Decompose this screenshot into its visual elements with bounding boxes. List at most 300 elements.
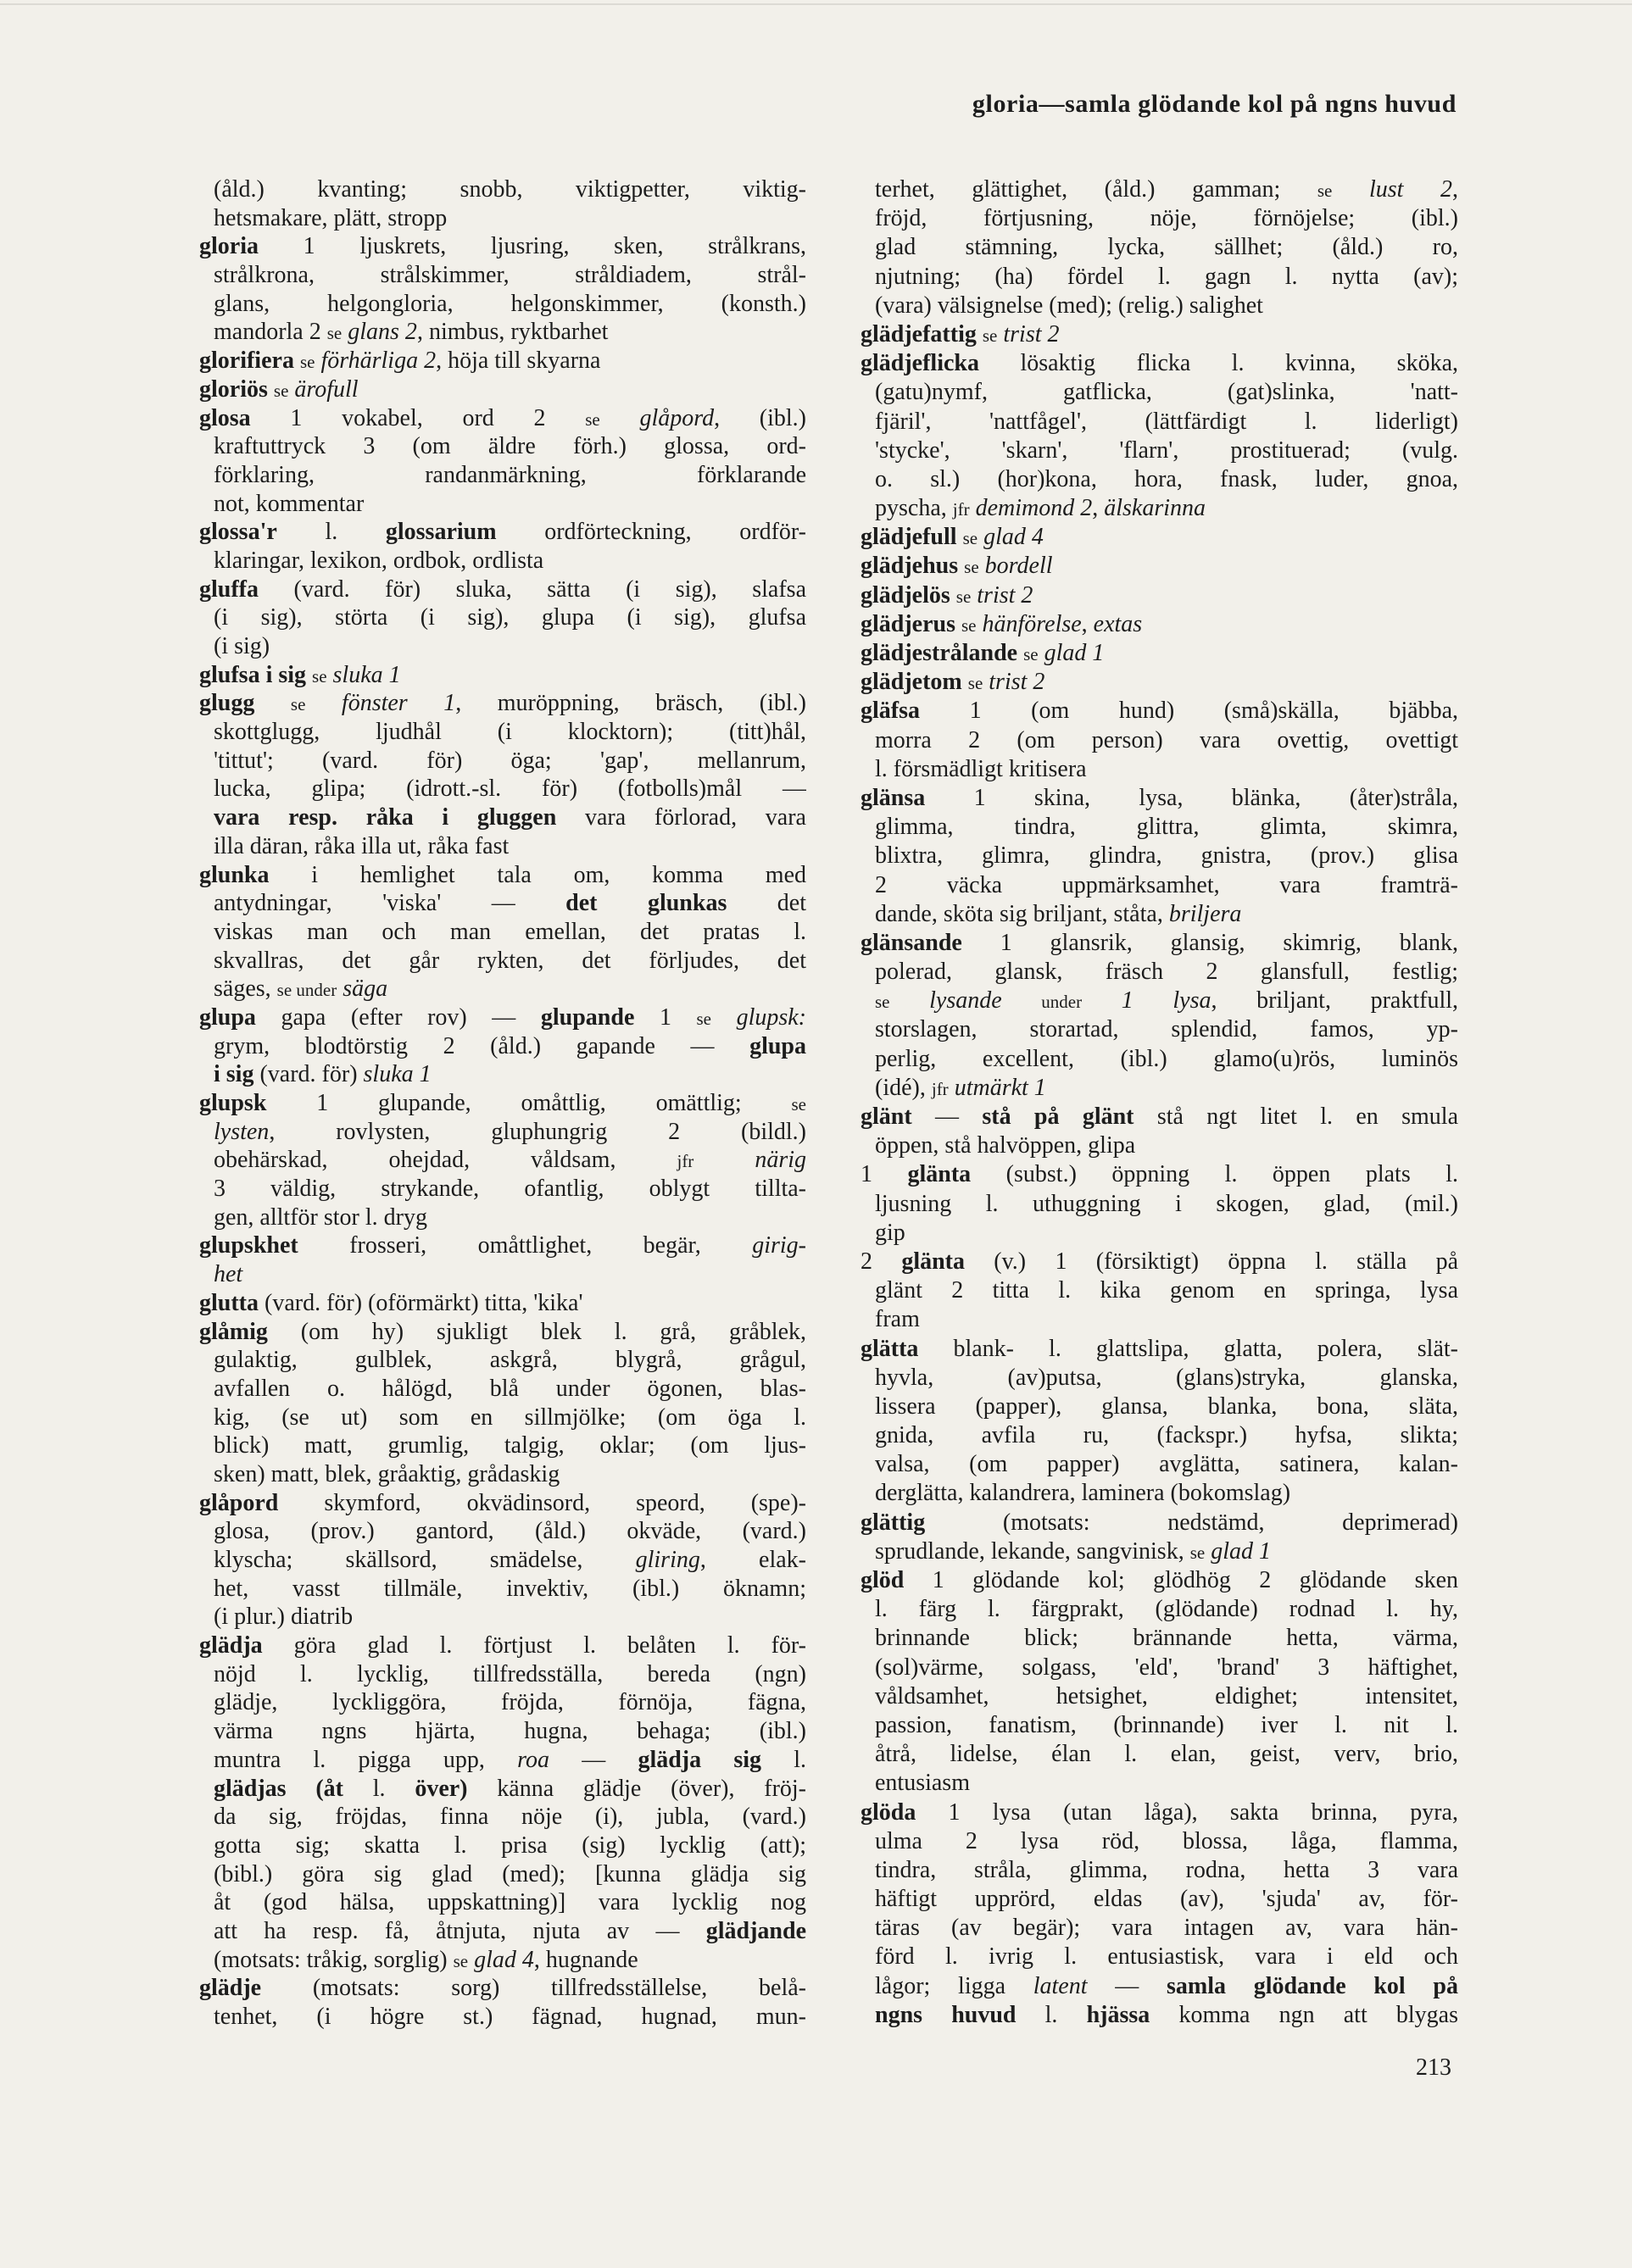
definition-text: 1 ljuskrets, ljusring, sken, strålkrans,: [259, 233, 806, 260]
entry-line: [861, 1160, 1458, 1189]
definition-text: glans, helgongloria, helgonskimmer, (konsth.): [214, 290, 806, 317]
dictionary-entry: [199, 1231, 806, 1288]
definition-text: klyscha; skällsord, smädelse,: [214, 1547, 636, 1573]
reference-marker: under: [1041, 992, 1083, 1013]
definition-text: sken) matt, blek, gråaktig, grådaskig: [214, 1460, 560, 1487]
definition-text: o. sl.) (hor)kona, hora, fnask, luder, gnoa,: [875, 465, 1458, 492]
cross-reference: sluka 1: [363, 1061, 432, 1088]
dictionary-entry: [861, 320, 1458, 349]
entry-line: [861, 1856, 1458, 1885]
cross-reference: utmärkt 1: [954, 1074, 1046, 1101]
entry-line: [861, 1943, 1458, 1971]
entry-line: [861, 1305, 1458, 1334]
entry-line: [199, 518, 806, 547]
dictionary-entry: [861, 1248, 1458, 1335]
definition-text: blank- l. glattslipa, glatta, polera, slät-: [918, 1335, 1458, 1362]
definition-text: täras (av begär); vara intagen av, vara hän-: [875, 1915, 1458, 1942]
scan-edge: [0, 3, 1632, 5]
definition-text: (om hy) sjukligt blek l. grå, gråblek,: [267, 1318, 806, 1345]
entry-line: [861, 1769, 1458, 1798]
entry-line: [861, 755, 1458, 784]
reference-marker: se: [290, 694, 306, 715]
definition-text: ordförteckning, ordför-: [496, 519, 806, 546]
entry-line: [861, 1364, 1458, 1392]
dictionary-entry: [861, 1160, 1458, 1248]
headword: glänsa: [861, 784, 926, 811]
page-number: 213: [1416, 2054, 1451, 2081]
reference-marker: se: [273, 380, 289, 401]
definition-text: [268, 376, 274, 403]
headword: glupskhet: [199, 1232, 298, 1259]
bold-phrase: glädjas (åt: [214, 1775, 343, 1802]
headword: glupsk: [199, 1090, 267, 1116]
definition-text: förklaring, randanmärkning, förklarande: [214, 461, 806, 488]
bold-phrase: hjässa: [1086, 2001, 1150, 2028]
definition-text: hyvla, (av)putsa, (glans)stryka, glanska,: [875, 1364, 1458, 1391]
definition-text: [957, 524, 963, 550]
definition-text: våldsamhet, hetsighet, eldighet; intensitet,: [875, 1682, 1458, 1709]
definition-text: glosa, (prov.) gantord, (åld.) okväde, (vard.): [214, 1518, 806, 1545]
definition-text: valsa, (om papper) avglätta, satinera, kalan-: [875, 1451, 1458, 1478]
cross-reference: lysande: [929, 987, 1002, 1014]
definition-text: strålkrona, strålskimmer, stråldiadem, strål-: [214, 262, 806, 289]
definition-text: skvallras, det går rykten, det förljudes, det: [214, 947, 806, 974]
entry-line: [861, 1190, 1458, 1219]
entry-line: [861, 1537, 1458, 1566]
entry-line: [199, 1632, 806, 1660]
definition-text: brinnande blick; brännande hetta, värma,: [875, 1625, 1458, 1652]
definition-text: [693, 1147, 755, 1173]
entry-line: [199, 1146, 806, 1175]
definition-text: 1 vokabel, ord 2: [250, 404, 586, 431]
headword: glädjeflicka: [861, 350, 979, 377]
dictionary-entry: [199, 375, 806, 404]
entry-line: [861, 1682, 1458, 1711]
entry-line: [861, 408, 1458, 436]
bold-phrase: vara resp. råka i gluggen: [214, 804, 557, 831]
entry-line: [199, 1832, 806, 1860]
definition-text: pyscha,: [875, 495, 953, 522]
definition-text: (i sig): [214, 633, 270, 659]
cross-reference: gliring: [635, 1547, 700, 1573]
headword: glädjestrålande: [861, 640, 1018, 666]
bold-phrase: stå på glänt: [982, 1103, 1134, 1130]
headword: gloria: [199, 233, 259, 260]
definition-text: lissera (papper), glansa, blanka, bona, släta,: [875, 1392, 1458, 1420]
entry-line: [199, 889, 806, 918]
definition-text: dande, sköta sig briljant, ståta,: [875, 900, 1169, 927]
bold-phrase: det glunkas: [565, 890, 727, 917]
definition-text: fjäril', 'nattfågel', (lättfärdigt l. liderligt): [875, 408, 1458, 435]
dictionary-entry: [861, 581, 1458, 610]
reference-marker: jfr: [931, 1078, 949, 1099]
entry-line: [861, 639, 1458, 668]
definition-text: l.: [343, 1775, 415, 1802]
definition-text: [977, 321, 983, 347]
entry-line: [861, 1045, 1458, 1074]
cross-reference: briljera: [1168, 900, 1242, 927]
entry-line: [861, 1914, 1458, 1943]
cross-reference: glans 2: [348, 319, 417, 346]
definition-text: nöjd l. lycklig, tillfredsställa, bereda (ngn): [214, 1660, 806, 1687]
dictionary-entry: [199, 1089, 806, 1231]
entry-line: [199, 1460, 806, 1489]
definition-text: sprudlande, lekande, sangvinisk,: [875, 1537, 1190, 1565]
definition-text: 'stycke', 'skarn', 'flarn', prostituerad; (vulg.: [875, 436, 1458, 464]
entry-line: [861, 1624, 1458, 1653]
entry-line: [861, 1074, 1458, 1103]
entry-line: [861, 1509, 1458, 1537]
entry-line: [199, 1375, 806, 1404]
definition-text: perlig, excellent, (ibl.) glamo(u)rös, luminös: [875, 1045, 1458, 1072]
reference-marker: se: [955, 586, 972, 607]
cross-reference: glupsk:: [736, 1003, 806, 1031]
headword: glupa: [199, 1003, 256, 1031]
reference-marker: se: [1023, 644, 1039, 664]
definition-text: [962, 669, 968, 695]
entry-line: [861, 610, 1458, 639]
dictionary-entry: [861, 639, 1458, 668]
cross-reference: bordell: [984, 553, 1053, 580]
left-column: [199, 175, 806, 2032]
definition-text: [979, 553, 985, 579]
entry-line: [861, 1711, 1458, 1740]
definition-text: [600, 405, 640, 431]
definition-text: glimma, tindra, glittra, glimta, skimra,: [875, 814, 1458, 841]
entry-line: [861, 1885, 1458, 1914]
reference-marker: se: [961, 614, 977, 636]
definition-text: skottglugg, ljudhål (i klocktorn); (titt)hål,: [214, 719, 806, 746]
headword: glädjefattig: [861, 320, 977, 347]
definition-text: ,: [1452, 176, 1458, 203]
entry-line: [861, 320, 1458, 349]
definition-text: (vara) välsignelse (med); (relig.) salighet: [875, 292, 1263, 319]
entry-line: [861, 726, 1458, 755]
definition-text: (i plur.) diatrib: [214, 1604, 354, 1631]
definition-text: obehärskad, ohejdad, våldsam,: [214, 1147, 677, 1174]
definition-text: 1: [634, 1003, 697, 1031]
entry-line: [861, 784, 1458, 813]
entry-line: [861, 233, 1458, 262]
entry-line: [199, 689, 806, 718]
reference-marker: se: [964, 557, 979, 578]
definition-text: muntra l. pigga upp,: [214, 1746, 518, 1773]
definition-text: vara förlorad, vara: [556, 804, 806, 831]
entry-line: [199, 1203, 806, 1232]
entry-line: [199, 661, 806, 690]
dictionary-entry: [861, 929, 1458, 1103]
definition-text: göra glad l. förtjust l. belåten l. för-: [262, 1632, 806, 1659]
bold-phrase: ngns huvud: [875, 2001, 1017, 2028]
definition-text: (motsats: nedstämd, deprimerad): [925, 1509, 1458, 1536]
headword: gluffa: [199, 575, 259, 603]
reference-marker: se: [453, 1950, 469, 1971]
cross-reference: latent: [1033, 1972, 1088, 1999]
definition-text: entusiasm: [875, 1770, 970, 1797]
definition-text: (motsats: sorg) tillfredsställelse, belå-: [261, 1975, 806, 2002]
cross-reference: sluka 1: [332, 661, 401, 688]
entry-line: [199, 1946, 806, 1975]
headword: glöd: [861, 1567, 905, 1593]
dictionary-entry: [861, 1103, 1458, 1160]
definition-text: känna glädje (över), fröj-: [467, 1775, 806, 1802]
entry-line: [199, 1803, 806, 1832]
definition-text: —: [1087, 1972, 1167, 1999]
definition-text: storslagen, storartad, splendid, famos, yp-: [875, 1016, 1458, 1043]
definition-text: terhet, glättighet, (åld.) gamman;: [875, 176, 1317, 203]
running-head: gloria—samla glödande kol på ngns huvud: [972, 90, 1457, 118]
reference-marker: se: [1317, 181, 1333, 201]
reference-marker: jfr: [677, 1151, 694, 1172]
bold-phrase: i sig: [214, 1061, 254, 1088]
entry-line: [861, 1248, 1458, 1276]
headword: glänt: [861, 1103, 912, 1130]
entry-line: [199, 747, 806, 775]
cross-reference: hänförelse: [982, 610, 1082, 637]
entry-line: [861, 842, 1458, 870]
entry-line: [199, 1346, 806, 1375]
definition-text: 1 glansrik, glansig, skimrig, blank,: [961, 929, 1458, 956]
headword: glättig: [861, 1509, 926, 1536]
entry-line: [861, 494, 1458, 523]
entry-line: [199, 261, 806, 290]
entry-line: [861, 697, 1458, 725]
definition-text: , hugnande: [533, 1946, 638, 1973]
entry-line: [861, 2001, 1458, 2030]
entry-line: [199, 1089, 806, 1118]
definition-text: förd l. ivrig l. entusiastisk, vara i eld och: [875, 1943, 1458, 1971]
definition-text: 2: [861, 1248, 902, 1275]
definition-text: [306, 662, 312, 688]
dictionary-entry: [861, 784, 1458, 929]
bold-phrase: glädjande: [705, 1917, 806, 1944]
dictionary-entry: [199, 404, 806, 519]
dictionary-entry: [199, 518, 806, 575]
entry-line: [199, 1688, 806, 1717]
entry-line: [861, 523, 1458, 552]
dictionary-entry: [861, 668, 1458, 697]
reference-marker: se: [791, 1094, 806, 1115]
cross-reference: fönster 1: [341, 690, 456, 717]
definition-text: l.: [276, 519, 386, 546]
definition-text: (bibl.) göra sig glad (med); [kunna glädja sig: [214, 1860, 806, 1887]
definition-text: (sol)värme, solgass, 'eld', 'brand' 3 häftighet,: [875, 1654, 1458, 1681]
cross-reference: glad 1: [1044, 640, 1105, 666]
entry-line: [861, 204, 1458, 233]
headword: glorifiera: [199, 347, 294, 375]
entry-line: [861, 1972, 1458, 2001]
entry-line: [199, 461, 806, 490]
cross-reference: glad 4: [474, 1946, 534, 1973]
entry-line: [199, 1318, 806, 1347]
entry-line: [861, 1103, 1458, 1131]
definition-text: mandorla 2: [214, 319, 327, 346]
headword: glossa'r: [199, 519, 277, 546]
entry-line: [861, 1798, 1458, 1827]
continued-entry: [861, 175, 1458, 320]
definition-text: —: [911, 1103, 983, 1130]
reference-marker: se: [696, 1008, 711, 1029]
definition-text: blixtra, glimra, glindra, gnistra, (prov.) glisa: [875, 842, 1458, 870]
dictionary-entry: [199, 232, 806, 347]
dictionary-entry: [199, 861, 806, 1003]
definition-text: njutning; (ha) fördel l. gagn l. nytta (av);: [875, 263, 1458, 290]
definition-text: kraftuttryck 3 (om äldre förh.) glossa, ord-: [214, 433, 806, 460]
headword: gloriös: [199, 375, 268, 403]
definition-text: säges,: [214, 976, 277, 1003]
dictionary-entry: [861, 1509, 1458, 1566]
dictionary-entry: [861, 552, 1458, 581]
definition-text: glad stämning, lycka, sällhet; (åld.) ro,: [875, 234, 1458, 261]
entry-line: [199, 603, 806, 632]
definition-text: viskas man och man emellan, det pratas l.: [214, 918, 806, 945]
entry-line: [199, 1003, 806, 1032]
entry-line: [861, 813, 1458, 842]
definition-text: lösaktig flicka l. kvinna, sköka,: [979, 350, 1458, 377]
definition-text: [970, 495, 976, 521]
definition-text: l.: [1016, 2001, 1087, 2028]
definition-text: glänt 2 titta l. kika genom en springa, lysa: [875, 1277, 1458, 1304]
definition-text: —: [549, 1746, 638, 1773]
entry-line: [199, 490, 806, 519]
entry-line: [199, 1231, 806, 1260]
cross-reference: säga: [343, 976, 388, 1003]
definition-text: [711, 1004, 737, 1031]
definition-text: [1039, 640, 1044, 666]
headword: glänta: [901, 1248, 965, 1275]
dictionary-entry: [199, 661, 806, 690]
dictionary-entry: [861, 697, 1458, 784]
cross-reference: glåpord: [639, 404, 715, 431]
definition-text: gip: [875, 1219, 905, 1246]
entry-line: [199, 1860, 806, 1889]
entry-line: [199, 404, 806, 433]
entry-line: [199, 290, 806, 319]
entry-line: [861, 1392, 1458, 1421]
entry-line: [861, 292, 1458, 320]
entry-line: [861, 175, 1458, 204]
definition-text: , rovlysten, gluphungrig 2 (bildl.): [269, 1118, 806, 1145]
entry-line: [199, 1118, 806, 1147]
definition-text: 1 glödande kol; glödhög 2 glödande sken: [904, 1567, 1458, 1593]
dictionary-entry: [861, 1566, 1458, 1798]
reference-marker: se: [967, 673, 983, 694]
definition-text: kig, (se ut) som en sillmjölke; (om öga l.: [214, 1404, 806, 1431]
entry-line: [861, 929, 1458, 958]
entry-line: [861, 1276, 1458, 1305]
definition-text: illa däran, råka illa ut, råka fast: [214, 832, 510, 859]
entry-line: [199, 775, 806, 803]
headword: glädjefull: [861, 524, 957, 551]
definition-text: klaringar, lexikon, ordbok, ordlista: [214, 547, 544, 574]
definition-text: gnida, avfila ru, (fackspr.) hyfsa, slikta;: [875, 1422, 1458, 1449]
definition-text: [950, 582, 956, 609]
right-column: [861, 175, 1458, 2030]
definition-text: skymford, okvädinsord, speord, (spe)-: [278, 1489, 806, 1516]
entry-line: [861, 465, 1458, 494]
entry-line: [199, 975, 806, 1003]
cross-reference: roa: [517, 1746, 550, 1773]
definition-text: ,: [1081, 610, 1094, 637]
definition-text: åtrå, lidelse, élan l. elan, geist, verv, brio,: [875, 1741, 1458, 1768]
reference-marker: se: [962, 528, 978, 549]
definition-text: 1 (om hund) (små)skälla, bjäbba,: [920, 698, 1458, 725]
definition-text: da sig, fröjdas, finna nöje (i), jubla, (vard.): [214, 1804, 806, 1831]
dictionary-entry: [199, 1974, 806, 2031]
entry-line: [861, 378, 1458, 407]
entry-line: [861, 1654, 1458, 1682]
definition-text: passion, fanatism, (brinnande) iver l. nit l.: [875, 1711, 1458, 1738]
entry-line: [199, 1888, 806, 1917]
dictionary-entry: [199, 1289, 806, 1318]
cross-reference: lysten: [214, 1118, 270, 1145]
definition-text: gotta sig; skatta l. prisa (sig) lycklig (att);: [214, 1832, 806, 1859]
definition-text: åt (god hälsa, uppskattning)] vara lycklig nog: [214, 1889, 806, 1916]
definition-text: l. försmädligt kritisera: [875, 755, 1087, 782]
definition-text: [977, 611, 983, 637]
entry-line: [199, 1746, 806, 1775]
entry-line: [861, 1479, 1458, 1508]
definition-text: 1 skina, lysa, blänka, (åter)stråla,: [925, 784, 1458, 811]
entry-line: [199, 1575, 806, 1604]
definition-text: morra 2 (om person) vara ovettig, ovettigt: [875, 726, 1458, 753]
entry-line: [199, 947, 806, 976]
headword: glöda: [861, 1798, 916, 1826]
headword: glugg: [199, 690, 255, 717]
definition-text: blick) matt, grumlig, talgig, oklar; (om ljus-: [214, 1432, 806, 1459]
definition-text: [1332, 176, 1369, 203]
definition-text: häftigt upprörd, eldas (av), 'sjuda' av, för-: [875, 1886, 1458, 1913]
definition-text: 2 väcka uppmärksamhet, vara framträ-: [875, 871, 1458, 898]
cross-reference: trist 2: [977, 581, 1033, 609]
entry-line: [199, 832, 806, 861]
definition-text: ljusning l. uthuggning i skogen, glad, (mil.): [875, 1190, 1458, 1217]
entry-line: [199, 318, 806, 347]
entry-line: [199, 1431, 806, 1460]
entry-line: [199, 1289, 806, 1318]
headword: glätta: [861, 1335, 919, 1362]
cross-reference: girig-: [752, 1232, 806, 1259]
entry-line: [199, 1717, 806, 1746]
headword: glänta: [907, 1161, 972, 1188]
definition-text: [327, 662, 333, 688]
dictionary-entry: [861, 1798, 1458, 2031]
entry-line: [861, 1740, 1458, 1769]
definition-text: (subst.) öppning l. öppen plats l.: [971, 1161, 1458, 1188]
definition-text: [305, 690, 342, 716]
bold-phrase: glupa: [749, 1032, 806, 1059]
definition-text: het, vasst tillmäle, invektiv, (ibl.) öknamn;: [214, 1575, 806, 1602]
definition-text: (idé),: [875, 1074, 932, 1101]
definition-text: derglätta, kalandrera, laminera (bokomslag): [875, 1480, 1291, 1507]
entry-line: [861, 263, 1458, 292]
definition-text: , nimbus, ryktbarhet: [416, 319, 609, 346]
definition-text: (åld.) kvanting; snobb, viktigpetter, viktig-: [214, 176, 806, 203]
definition-text: att ha resp. få, åtnjuta, njuta av —: [214, 1917, 706, 1944]
definition-text: 1: [861, 1161, 908, 1188]
reference-marker: se: [1189, 1542, 1206, 1563]
entry-line: [861, 1015, 1458, 1044]
definition-text: [294, 347, 300, 374]
reference-marker: se: [312, 665, 327, 687]
entry-line: [199, 432, 806, 461]
entry-line: [199, 1775, 806, 1804]
cross-reference: trist 2: [1003, 320, 1060, 347]
definition-text: l. färg l. färgprakt, (glödande) rodnad l. hy,: [875, 1596, 1458, 1623]
headword: gläfsa: [861, 698, 920, 725]
definition-text: not, kommentar: [214, 490, 365, 517]
headword: glutta: [199, 1289, 259, 1316]
